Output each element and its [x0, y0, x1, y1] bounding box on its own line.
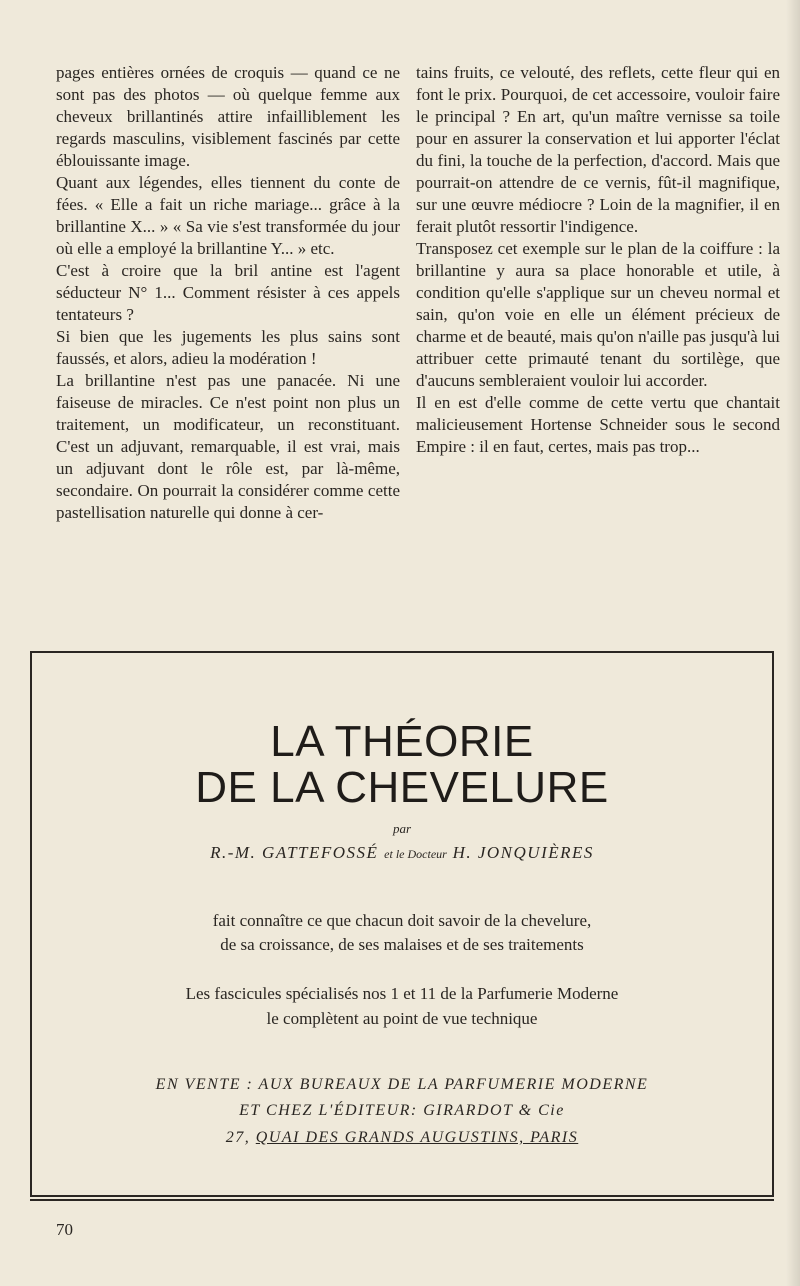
paragraph: pages entières ornées de croquis — quand ce ne sont pas des photos — où quelque femme aux cheveux brillantinés attire infailliblement les regards masculins, visiblement fascinés par cette éblouissante image.	[56, 63, 400, 170]
article-right-column	[416, 62, 780, 458]
ad-description-line-2: de sa croissance, de ses malaises et de ses traitements	[220, 935, 584, 954]
ad-sale-line-3	[32, 1129, 772, 1147]
author-jonquieres: H. JONQUIÈRES	[452, 843, 594, 862]
author-gattefosse: R.-M. GATTEFOSSÉ	[210, 843, 379, 862]
paragraph: La brillantine n'est pas une panacée. Ni une faiseuse de miracles. Ce n'est point non plus un traitement, un modificateur, un reconstituant. C'est un adjuvant, remarquable, il est vrai, mais un adjuvant dont le rôle est, par là-même, secondaire. On pourrait la considérer comme cette pastellisation naturelle qui donne à cer-	[56, 371, 400, 522]
article-left-column	[56, 62, 400, 524]
ad-description-line-4: le complètent au point de vue technique	[266, 1009, 538, 1028]
paragraph: Il en est d'elle comme de cette vertu que chantait malicieusement Hortense Schneider sous le second Empire : il en faut, certes, mais pas trop...	[416, 393, 780, 456]
page-number: 70	[56, 1220, 73, 1239]
paragraph: tains fruits, ce velouté, des reflets, cette fleur qui en font le prix. Pourquoi, de cet accessoire, vouloir faire le principal ? En art, qu'un maître vernisse sa toile pour en assurer la conservation et lui apporter l'éclat du fini, la touche de la perfection, d'accord. Mais que pourrait-on attendre de ce vernis, fût-il magnifique, sur une œuvre médiocre ? Loin de la magnifier, il en ferait plutôt ressortir l'indigence.	[416, 63, 780, 236]
paragraph: C'est à croire que la bril antine est l'agent séducteur N° 1... Comment résister à ces appels tentateurs ?	[56, 261, 400, 324]
ad-sale-line-2: ET CHEZ L'ÉDITEUR: GIRARDOT & Cie	[239, 1102, 565, 1119]
page-edge-shadow	[786, 0, 800, 1286]
ad-title-line-2: DE LA CHEVELURE	[195, 763, 609, 812]
paragraph: Si bien que les jugements les plus sains sont faussés, et alors, adieu la modération !	[56, 327, 400, 368]
ad-by-label: par	[392, 821, 412, 836]
ad-street-address: QUAI DES GRANDS AUGUSTINS, PARIS	[255, 1129, 579, 1146]
ad-street-number: 27,	[225, 1129, 251, 1146]
book-advertisement	[30, 651, 774, 1197]
ad-sale-line-1: EN VENTE : AUX BUREAUX DE LA PARFUMERIE MODERNE	[155, 1076, 649, 1093]
ad-description-line-1: fait connaître ce que chacun doit savoir de la chevelure,	[212, 911, 592, 930]
paragraph: Quant aux légendes, elles tiennent du conte de fées. « Elle a fait un riche mariage... grâce à la brillantine X... » « Sa vie s'est transformée du jour où elle a employé la brillantine Y... » etc.	[56, 173, 400, 258]
author-connector: et le Docteur	[384, 847, 447, 861]
ad-title-line-1: LA THÉORIE	[270, 717, 534, 766]
ad-description-line-3: Les fascicules spécialisés nos 1 et 11 de la Parfumerie Moderne	[185, 984, 619, 1003]
paragraph: Transposez cet exemple sur le plan de la coiffure : la brillantine y aura sa place honorable et utile, à condition qu'elle s'applique sur un cheveu normal et sain, qu'on voie en elle un élément précieux de charme et de beauté, mais qu'on n'aille pas jusqu'à lui attribuer cette primauté tenant du sortilège, que d'aucuns sembleraient vouloir lui accorder.	[416, 239, 780, 390]
ad-authors	[32, 843, 772, 863]
